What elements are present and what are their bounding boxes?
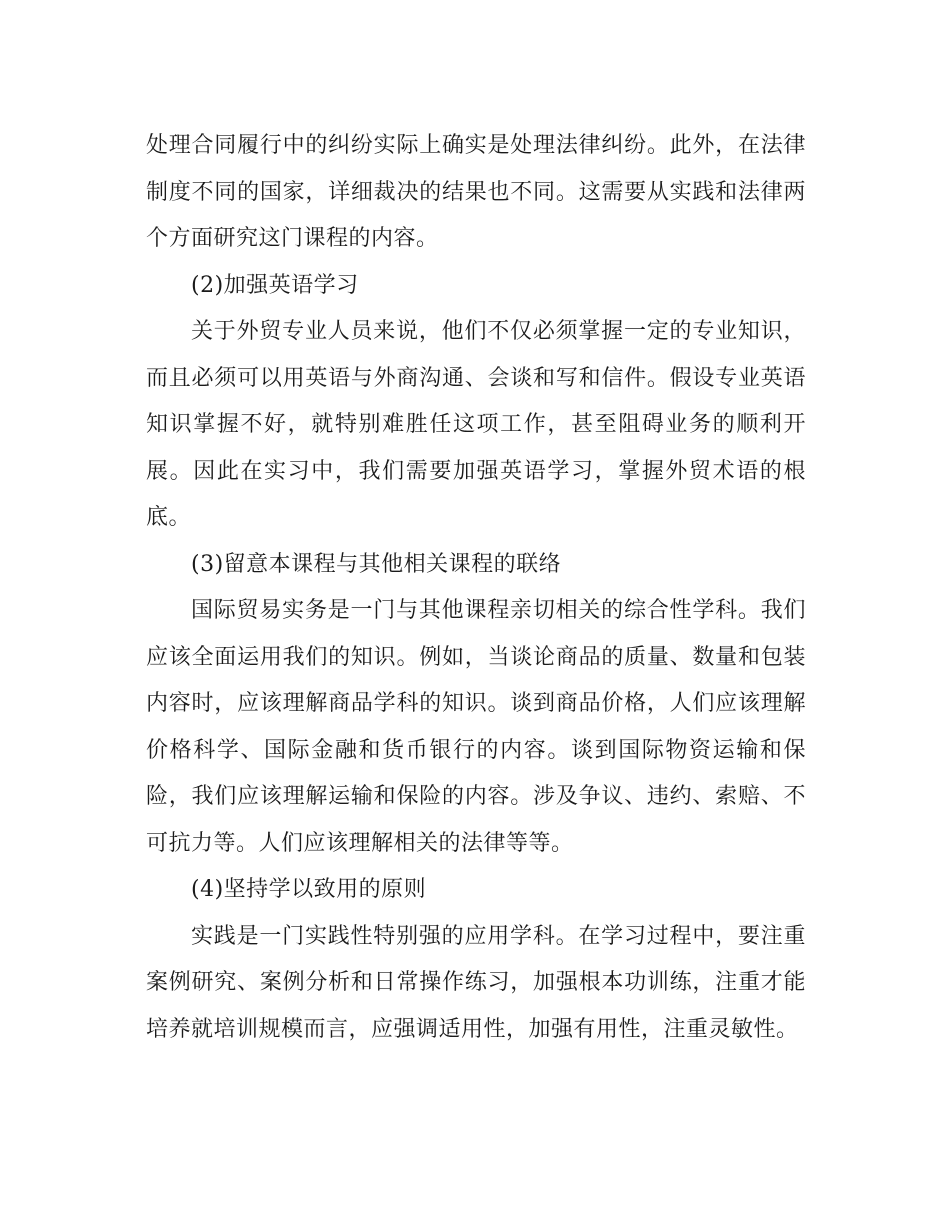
section-heading-2: (2)加强英语学习 bbox=[191, 272, 359, 298]
paragraph-english-study: 关于外贸专业人员来说，他们不仅必须掌握一定的专业知识，而且必须可以用英语与外商沟通、会谈和写和信件。假设专业英语知识掌握不好，就特别难胜任这项工作，甚至阻碍业务的顺利开展。因此在实习中，我们需要加强英语学习，掌握外贸术语的根底。 bbox=[146, 319, 806, 530]
paragraph-related-courses: 国际贸易实务是一门与其他课程亲切相关的综合性学科。我们应该全面运用我们的知识。例如，当谈论商品的质量、数量和包装内容时，应该理解商品学科的知识。谈到商品价格，人们应该理解价格科学、国际金融和货币银行的内容。谈到国际物资运输和保险，我们应该理解运输和保险的内容。涉及争议、违约、索赔、不可抗力等。人们应该理解相关的法律等等。 bbox=[146, 598, 806, 856]
paragraph-continuation: 处理合同履行中的纠纷实际上确实是处理法律纠纷。此外，在法律制度不同的国家，详细裁决的结果也不同。这需要从实践和法律两个方面研究这门课程的内容。 bbox=[146, 133, 806, 251]
section-heading-3: (3)留意本课程与其他相关课程的联络 bbox=[191, 551, 562, 577]
paragraph-practical-application: 实践是一门实践性特别强的应用学科。在学习过程中，要注重案例研究、案例分析和日常操作练习，加强根本功训练，注重才能培养就培训规模而言，应强调适用性，加强有用性，注重灵敏性。 bbox=[146, 923, 806, 1042]
document-body bbox=[146, 123, 806, 1053]
section-heading-4: (4)坚持学以致用的原则 bbox=[191, 877, 427, 902]
